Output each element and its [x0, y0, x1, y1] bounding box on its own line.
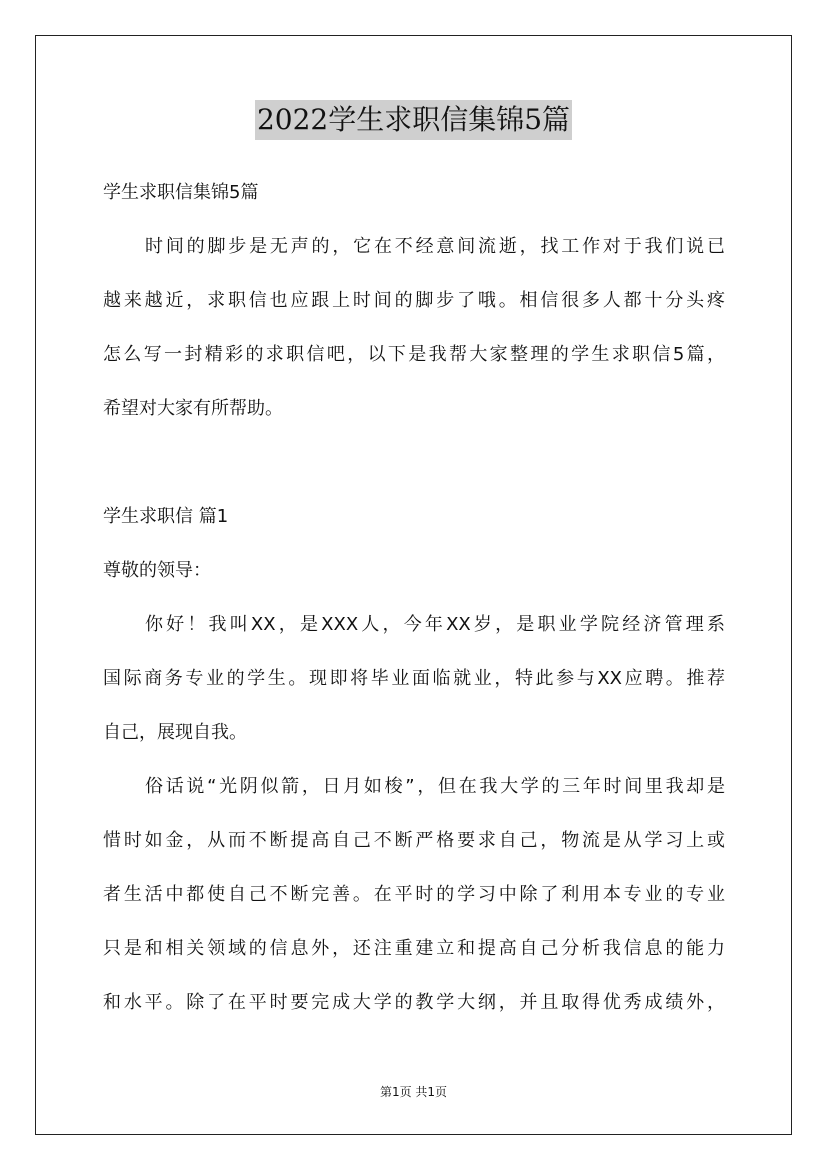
paragraph-line: 怎么写一封精彩的求职信吧，以下是我帮大家整理的学生求职信5篇， — [103, 344, 725, 365]
paragraph-line: 惜时如金，从而不断提高自己不断严格要求自己，物流是从学习上或 — [103, 830, 725, 851]
salutation: 尊敬的领导： — [103, 560, 211, 581]
document-title: 2022学生求职信集锦5篇 — [255, 100, 572, 140]
subtitle: 学生求职信集锦5篇 — [103, 182, 259, 203]
paragraph-line: 越来越近，求职信也应跟上时间的脚步了哦。相信很多人都十分头疼 — [103, 290, 725, 311]
paragraph-line: 时间的脚步是无声的，它在不经意间流逝，找工作对于我们说已 — [145, 236, 725, 257]
paragraph-line: 国际商务专业的学生。现即将毕业面临就业，特此参与XX应聘。推荐 — [103, 668, 725, 689]
title-container — [0, 100, 827, 140]
paragraph-line: 只是和相关领域的信息外，还注重建立和提高自己分析我信息的能力 — [103, 938, 725, 959]
paragraph-line: 自己，展现自我。 — [103, 722, 247, 743]
paragraph-line: 者生活中都使自己不断完善。在平时的学习中除了利用本专业的专业 — [103, 884, 725, 905]
section-heading: 学生求职信 篇1 — [103, 506, 229, 527]
paragraph-line: 你好！我叫XX，是XXX人，今年XX岁，是职业学院经济管理系 — [145, 614, 725, 635]
paragraph-line: 希望对大家有所帮助。 — [103, 398, 283, 419]
paragraph-line: 俗话说“光阴似箭，日月如梭”，但在我大学的三年时间里我却是 — [145, 776, 725, 797]
page-footer: 第1页 共1页 — [379, 1085, 448, 1099]
paragraph-line: 和水平。除了在平时要完成大学的教学大纲，并且取得优秀成绩外， — [103, 992, 725, 1013]
